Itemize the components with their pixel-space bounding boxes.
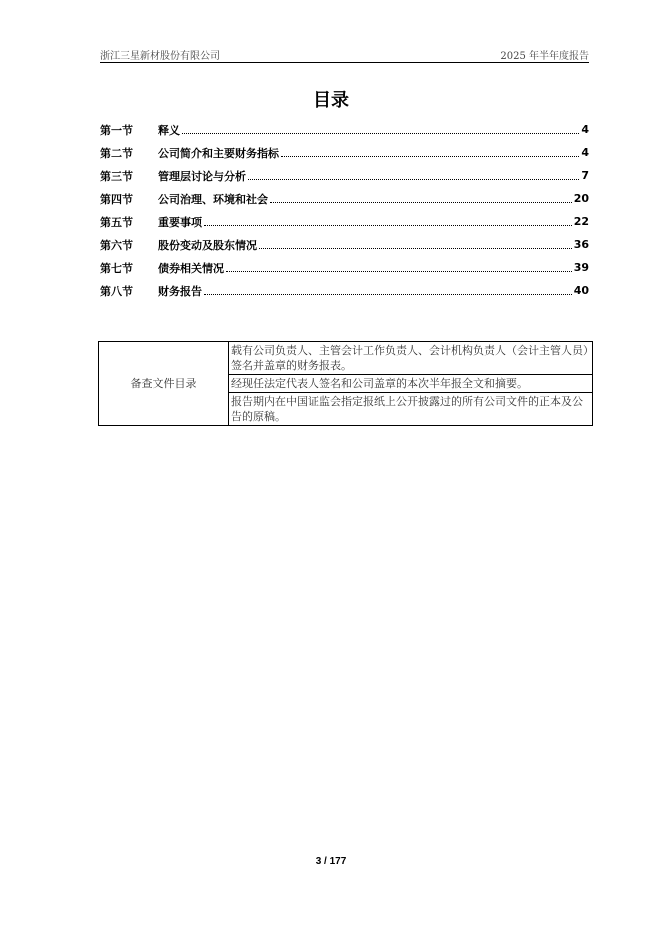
reference-file-item: 报告期内在中国证监会指定报纸上公开披露过的所有公司文件的正本及公告的原稿。: [229, 393, 593, 426]
toc-item-number: 第六节: [100, 238, 133, 252]
toc-item-page: 36: [573, 238, 589, 251]
toc-item-4[interactable]: [100, 187, 589, 210]
toc-item-number: 第四节: [100, 192, 133, 206]
toc-leader-dots: [182, 133, 579, 134]
toc-item-label: 公司治理、环境和社会: [158, 192, 268, 206]
toc-item-page: 40: [573, 284, 589, 297]
toc-item-8[interactable]: [100, 279, 589, 302]
toc-item-label: 股份变动及股东情况: [158, 238, 257, 252]
page-header: [100, 44, 589, 63]
toc-leader-dots: [259, 248, 572, 249]
toc-item-label: 重要事项: [158, 215, 202, 229]
toc-item-page: 7: [581, 169, 589, 182]
toc-item-number: 第二节: [100, 146, 133, 160]
toc-item-2[interactable]: [100, 141, 589, 164]
toc-item-label: 财务报告: [158, 284, 202, 298]
toc-item-number: 第三节: [100, 169, 133, 183]
toc-item-number: 第一节: [100, 123, 133, 137]
toc-item-5[interactable]: [100, 210, 589, 233]
header-report-title: 2025 年半年度报告: [500, 51, 589, 62]
toc-item-page: 22: [573, 215, 589, 228]
page-number: 3 / 177: [315, 856, 347, 867]
toc-item-number: 第五节: [100, 215, 133, 229]
reference-files-table: [98, 341, 593, 426]
reference-file-item: 经现任法定代表人签名和公司盖章的本次半年报全文和摘要。: [229, 375, 593, 393]
toc-leader-dots: [204, 294, 572, 295]
toc-item-3[interactable]: [100, 164, 589, 187]
toc-item-7[interactable]: [100, 256, 589, 279]
toc-item-label: 债券相关情况: [158, 261, 224, 275]
toc-item-label: 管理层讨论与分析: [158, 169, 246, 183]
table-of-contents: [100, 118, 589, 302]
toc-item-number: 第七节: [100, 261, 133, 275]
toc-item-label: 公司简介和主要财务指标: [158, 146, 279, 160]
table-row: [99, 342, 593, 375]
toc-item-number: 第八节: [100, 284, 133, 298]
toc-item-page: 4: [581, 123, 589, 136]
toc-leader-dots: [248, 179, 579, 180]
toc-item-page: 20: [573, 192, 589, 205]
toc-title: 目录: [313, 90, 349, 111]
reference-files-heading: 备查文件目录: [99, 342, 229, 426]
toc-item-1[interactable]: [100, 118, 589, 141]
toc-item-page: 39: [573, 261, 589, 274]
toc-item-label: 释义: [158, 123, 180, 137]
toc-item-page: 4: [581, 146, 589, 159]
toc-leader-dots: [226, 271, 572, 272]
header-company-name: 浙江三星新材股份有限公司: [100, 51, 220, 62]
toc-leader-dots: [270, 202, 572, 203]
reference-file-item: 载有公司负责人、主管会计工作负责人、会计机构负责人（会计主管人员）签名并盖章的财务报表。: [229, 342, 593, 375]
toc-leader-dots: [204, 225, 572, 226]
toc-leader-dots: [281, 156, 579, 157]
toc-item-6[interactable]: [100, 233, 589, 256]
